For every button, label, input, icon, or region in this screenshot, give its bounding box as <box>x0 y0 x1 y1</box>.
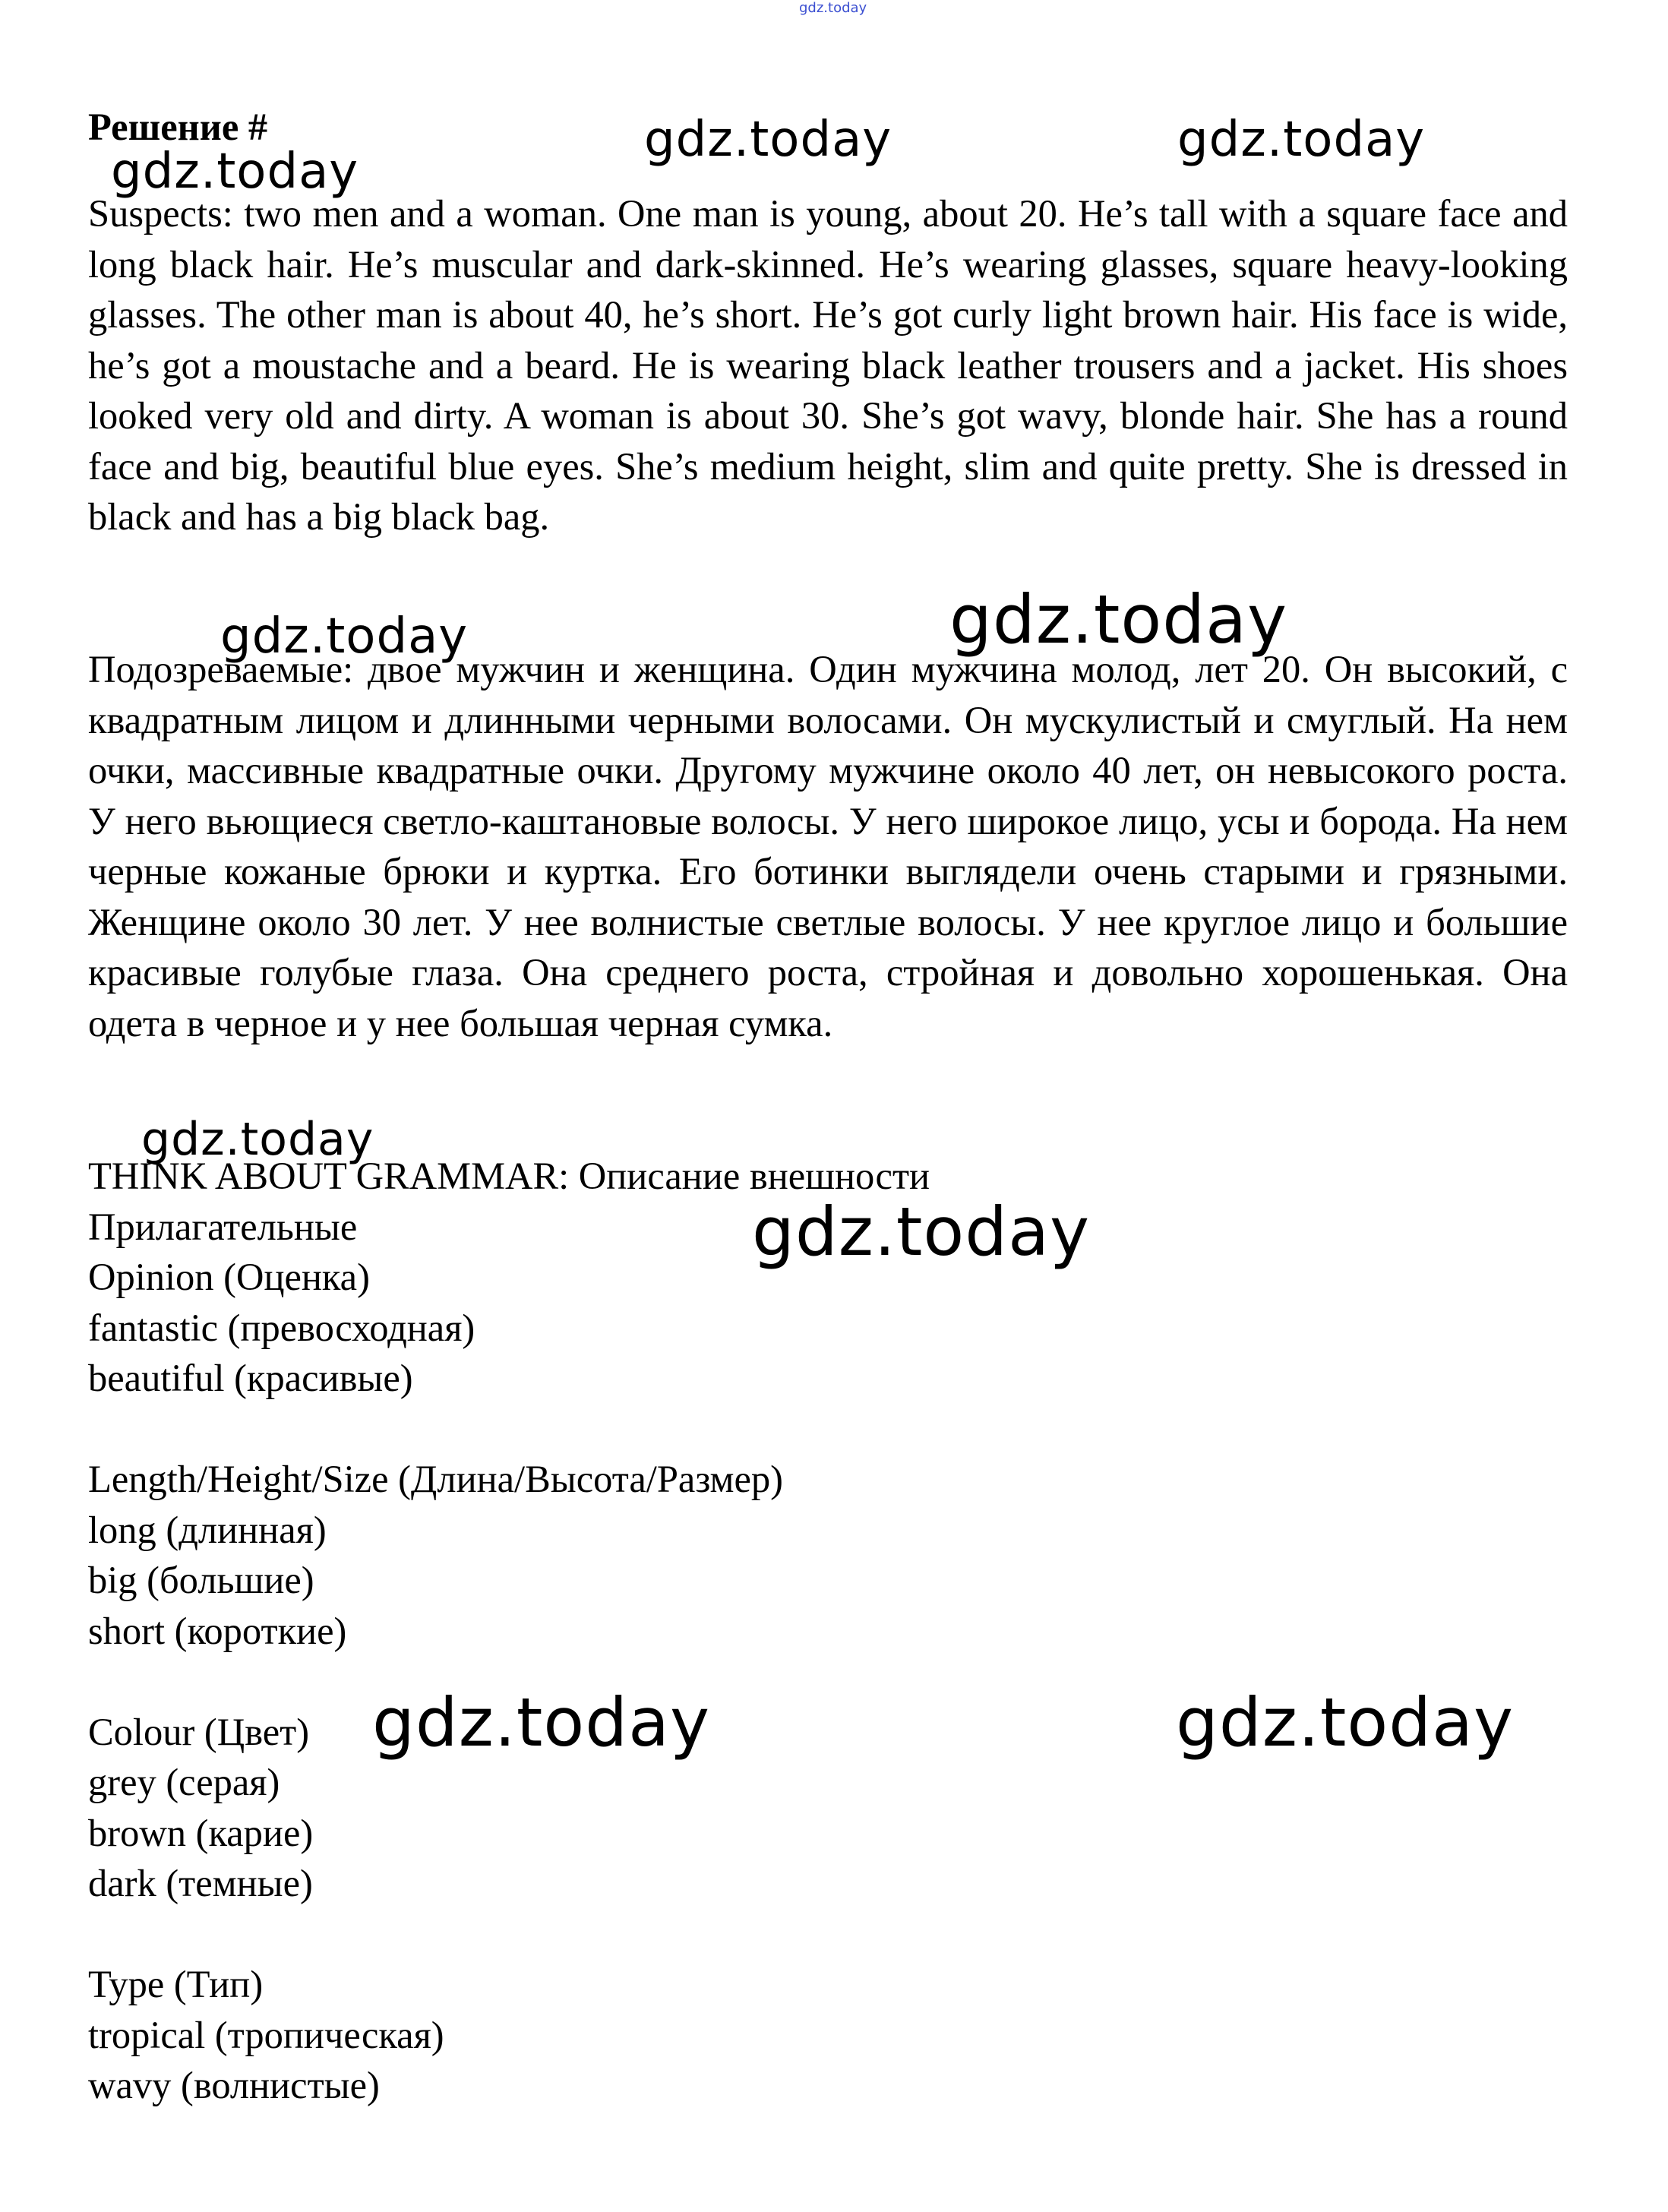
watermark: gdz.today <box>220 608 469 665</box>
watermark: gdz.today <box>372 1683 711 1762</box>
watermark: gdz.today <box>752 1193 1091 1271</box>
list-item: fantastic (превосходная) <box>88 1306 475 1349</box>
grammar-heading: THINK ABOUT GRAMMAR: Описание внешности <box>88 1155 930 1197</box>
paragraph-english: Suspects: two men and a woman. One man is young, about 20. He’s tall with a square face and long black hair. He’s muscular and dark-skinned. He’s wearing glasses, square heavy-looking glasses. The other man is about 40, he’s short. He’s got curly light brown hair. His face is wide, he’s got a moustache and a beard. He is wearing black leather trousers and a jacket. His shoes looked very old and dirty. A woman is about 30. She’s got wavy, blonde hair. She has a round face and big, beautiful blue eyes. She’s medium height, slim and quite pretty. She is dressed in black and has a big black bag. <box>88 192 1568 538</box>
watermark: gdz.today <box>1177 112 1426 168</box>
list-item: tropical (тропическая) <box>88 2013 444 2056</box>
watermark: gdz.today <box>111 144 359 200</box>
grammar-section <box>88 1151 1568 2111</box>
watermark: gdz.today <box>644 112 892 168</box>
watermark: gdz.today <box>1176 1683 1515 1762</box>
watermark: gdz.today <box>141 1113 374 1166</box>
spacer <box>88 1909 1568 1960</box>
list-item: wavy (волнистые) <box>88 2064 380 2106</box>
spacer <box>88 1656 1568 1707</box>
list-item: long (длинная) <box>88 1508 327 1551</box>
size-label: Length/Height/Size (Длина/Высота/Размер) <box>88 1458 783 1500</box>
spacer <box>88 1404 1568 1455</box>
watermark-top: gdz.today <box>799 0 867 16</box>
list-item: dark (темные) <box>88 1862 313 1904</box>
list-item: short (короткие) <box>88 1609 347 1652</box>
list-item: brown (карие) <box>88 1811 314 1854</box>
watermark: gdz.today <box>949 580 1288 659</box>
adjectives-label: Прилагательные <box>88 1205 358 1248</box>
list-item: grey (серая) <box>88 1761 280 1803</box>
colour-label: Colour (Цвет) <box>88 1710 310 1753</box>
list-item: beautiful (красивые) <box>88 1357 413 1399</box>
opinion-label: Opinion (Оценка) <box>88 1256 370 1298</box>
type-label: Type (Тип) <box>88 1963 264 2005</box>
list-item: big (большие) <box>88 1559 314 1601</box>
solution-title: Решение # <box>88 106 268 148</box>
paragraph-russian: Подозреваемые: двое мужчин и женщина. Один мужчина молод, лет 20. Он высокий, с квадратным лицом и длинными черными волосами. Он мускулистый и смуглый. На нем очки, массивные квадратные очки. Другому мужчине около 40 лет, он невысокого роста. У него вьющиеся светло-каштановые волосы. У него широкое лицо, усы и борода. На нем черные кожаные брюки и куртка. Его ботинки выглядели очень старыми и грязными. Женщине около 30 лет. У нее волнистые светлые волосы. У нее круглое лицо и большие красивые голубые глаза. Она среднего роста, стройная и довольно хорошенькая. Она одета в черное и у нее большая черная сумка. <box>88 648 1568 1044</box>
